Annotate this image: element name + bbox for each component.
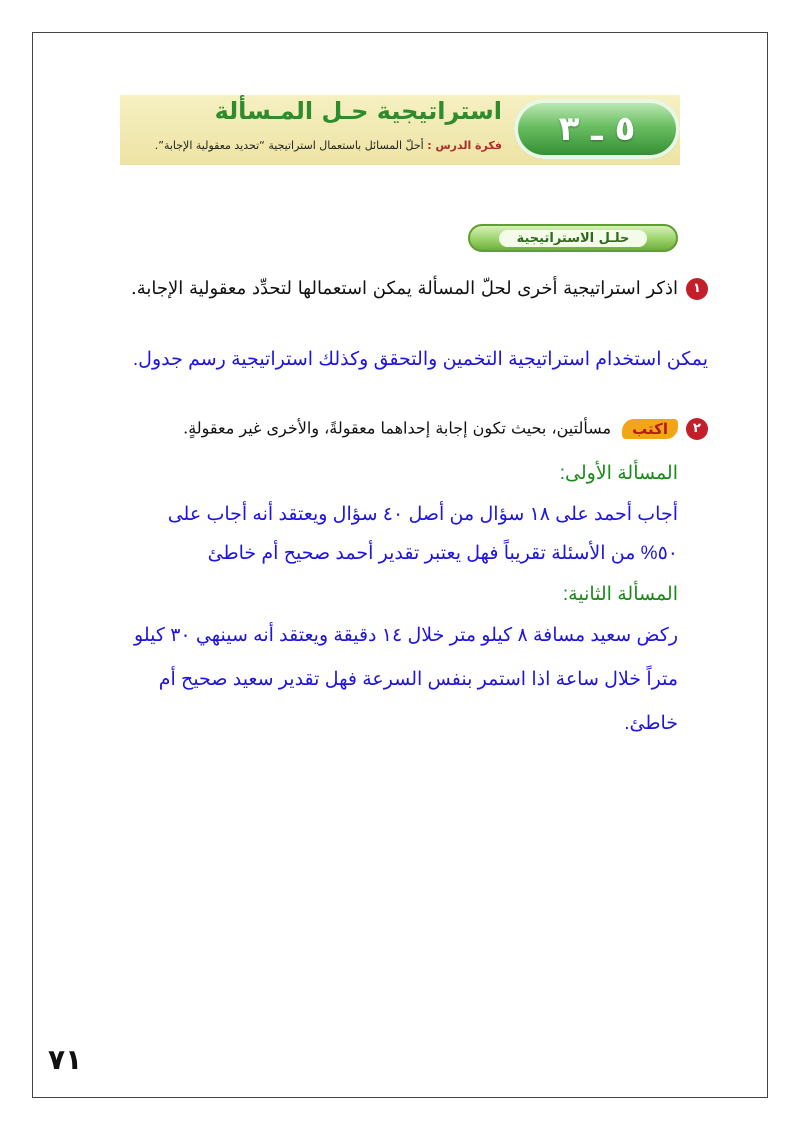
write-label: اكتب	[622, 419, 678, 439]
lesson-header	[120, 95, 680, 165]
answer-1: يمكن استخدام استراتيجية التخمين والتحقق وكذلك استراتيجية رسم جدول.	[132, 349, 708, 370]
page-number: ٧١	[48, 1043, 83, 1076]
section-heading: حلـل الاستراتيجية	[499, 230, 648, 247]
problem-2-line: متراً خلال ساعة اذا استمر بنفس السرعة فهل تقدير سعيد صحيح أم	[158, 669, 678, 690]
question-2	[183, 418, 708, 440]
section-heading-pill	[468, 224, 678, 252]
question-number-badge: ٢	[686, 418, 708, 440]
problem-1-line: ٥٠% من الأسئلة تقريباً فهل يعتبر تقدير أحمد صحيح أم خاطئ	[207, 543, 678, 564]
problem-1-heading: المسألة الأولى:	[559, 463, 678, 484]
lesson-idea-text: أحلّ المسائل باستعمال استراتيجية “تحديد معقولية الإجابة”.	[154, 139, 424, 152]
page-border	[32, 32, 768, 1098]
lesson-number-badge	[514, 99, 680, 159]
lesson-title: استراتيجية حـل المـسألة	[214, 97, 502, 125]
question-1	[131, 278, 708, 300]
problem-2-line: ركض سعيد مسافة ٨ كيلو متر خلال ١٤ دقيقة ويعتقد أنه سينهي ٣٠ كيلو	[134, 625, 678, 646]
question-1-text: اذكر استراتيجية أخرى لحلّ المسألة يمكن استعمالها لتحدِّد معقولية الإجابة.	[130, 278, 678, 299]
lesson-number: ٥ ـ ٣	[558, 109, 636, 149]
problem-2-line: خاطئ.	[624, 713, 678, 734]
question-number-badge: ١	[686, 278, 708, 300]
problem-2-heading: المسألة الثانية:	[562, 584, 678, 605]
problem-1-line: أجاب أحمد على ١٨ سؤال من أصل ٤٠ سؤال ويعتقد أنه أجاب على	[167, 504, 678, 525]
lesson-idea-label: فكرة الدرس :	[427, 139, 502, 152]
lesson-idea	[155, 139, 502, 152]
question-2-text: مسألتين، بحيث تكون إجابة إحداهما معقولةً، والأخرى غير معقولةٍ.	[183, 418, 612, 438]
